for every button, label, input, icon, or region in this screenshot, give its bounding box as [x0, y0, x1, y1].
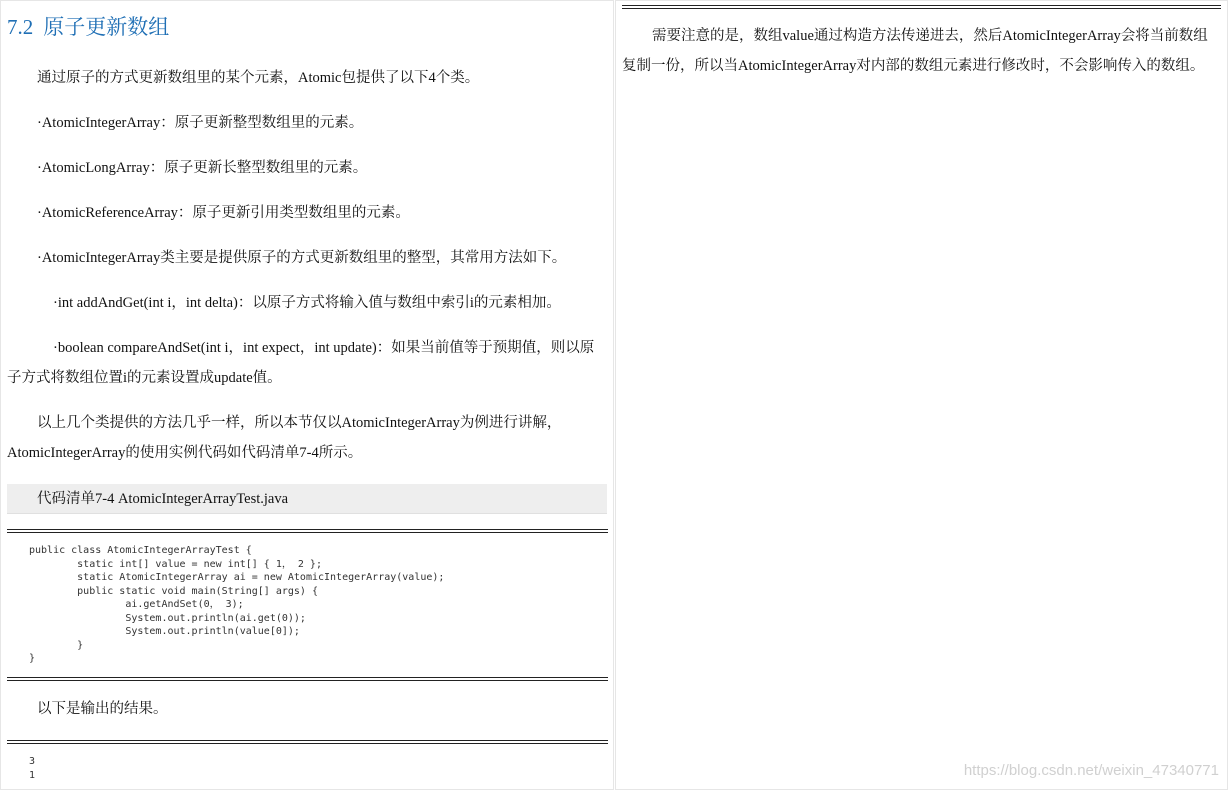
method-compare-and-set: ·boolean compareAndSet(int i，int expect，int update)：如果当前值等于预期值，则以原子方式将数组位置i的元素设置成update值。 [7, 340, 595, 386]
watermark: https://blog.csdn.net/weixin_47340771 [963, 762, 1219, 779]
code-top-rule [7, 529, 608, 533]
section-number: 7.2 [7, 15, 34, 39]
code-bottom-rule [7, 677, 608, 681]
list-item-atomic-reference-array: ·AtomicReferenceArray：原子更新引用类型数组里的元素。 [37, 205, 410, 221]
code-listing-caption [7, 484, 607, 514]
left-page [0, 0, 614, 790]
code-listing-caption-text: 代码清单7-4 AtomicIntegerArrayTest.java [37, 491, 289, 507]
summary-paragraph: 以上几个类提供的方法几乎一样，所以本节仅以AtomicIntegerArray为例进行讲解，AtomicIntegerArray的使用实例代码如代码清单7-4所示。 [7, 415, 562, 461]
list-item-atomic-integer-array: ·AtomicIntegerArray：原子更新整型数组里的元素。 [37, 115, 364, 131]
intro-paragraph: 通过原子的方式更新数组里的某个元素，Atomic包提供了以下4个类。 [37, 70, 480, 86]
output-top-rule [7, 740, 608, 744]
note-paragraph: 需要注意的是，数组value通过构造方法传递进去，然后AtomicIntegerArray会将当前数组复制一份，所以当AtomicIntegerArray对内部的数组元素进行修改时，不会影响传入的数组。 [622, 28, 1208, 74]
list-item-atomic-long-array: ·AtomicLongArray：原子更新长整型数组里的元素。 [37, 160, 368, 176]
output-block: 3 1 [29, 756, 36, 781]
right-page [615, 0, 1228, 790]
method-add-and-get: ·int addAndGet(int i，int delta)：以原子方式将输入值与数组中索引i的元素相加。 [53, 295, 561, 311]
list-item-common-methods: ·AtomicIntegerArray类主要是提供原子的方式更新数组里的整型，其常用方法如下。 [37, 250, 567, 266]
section-title: 原子更新数组 [43, 15, 170, 39]
output-intro: 以下是输出的结果。 [37, 701, 168, 717]
section-heading [7, 11, 169, 41]
right-top-rule [622, 5, 1221, 9]
code-block: public class AtomicIntegerArrayTest { static int[] value = new int[] { 1， 2 }; static AtomicIntegerArray ai = new AtomicIntegerArray(value); public static void main(String[] args) { ai.getAndSet(0， 3); System.out.println(ai.get(0)); System.out.println(value[0]); } } [29, 545, 445, 664]
